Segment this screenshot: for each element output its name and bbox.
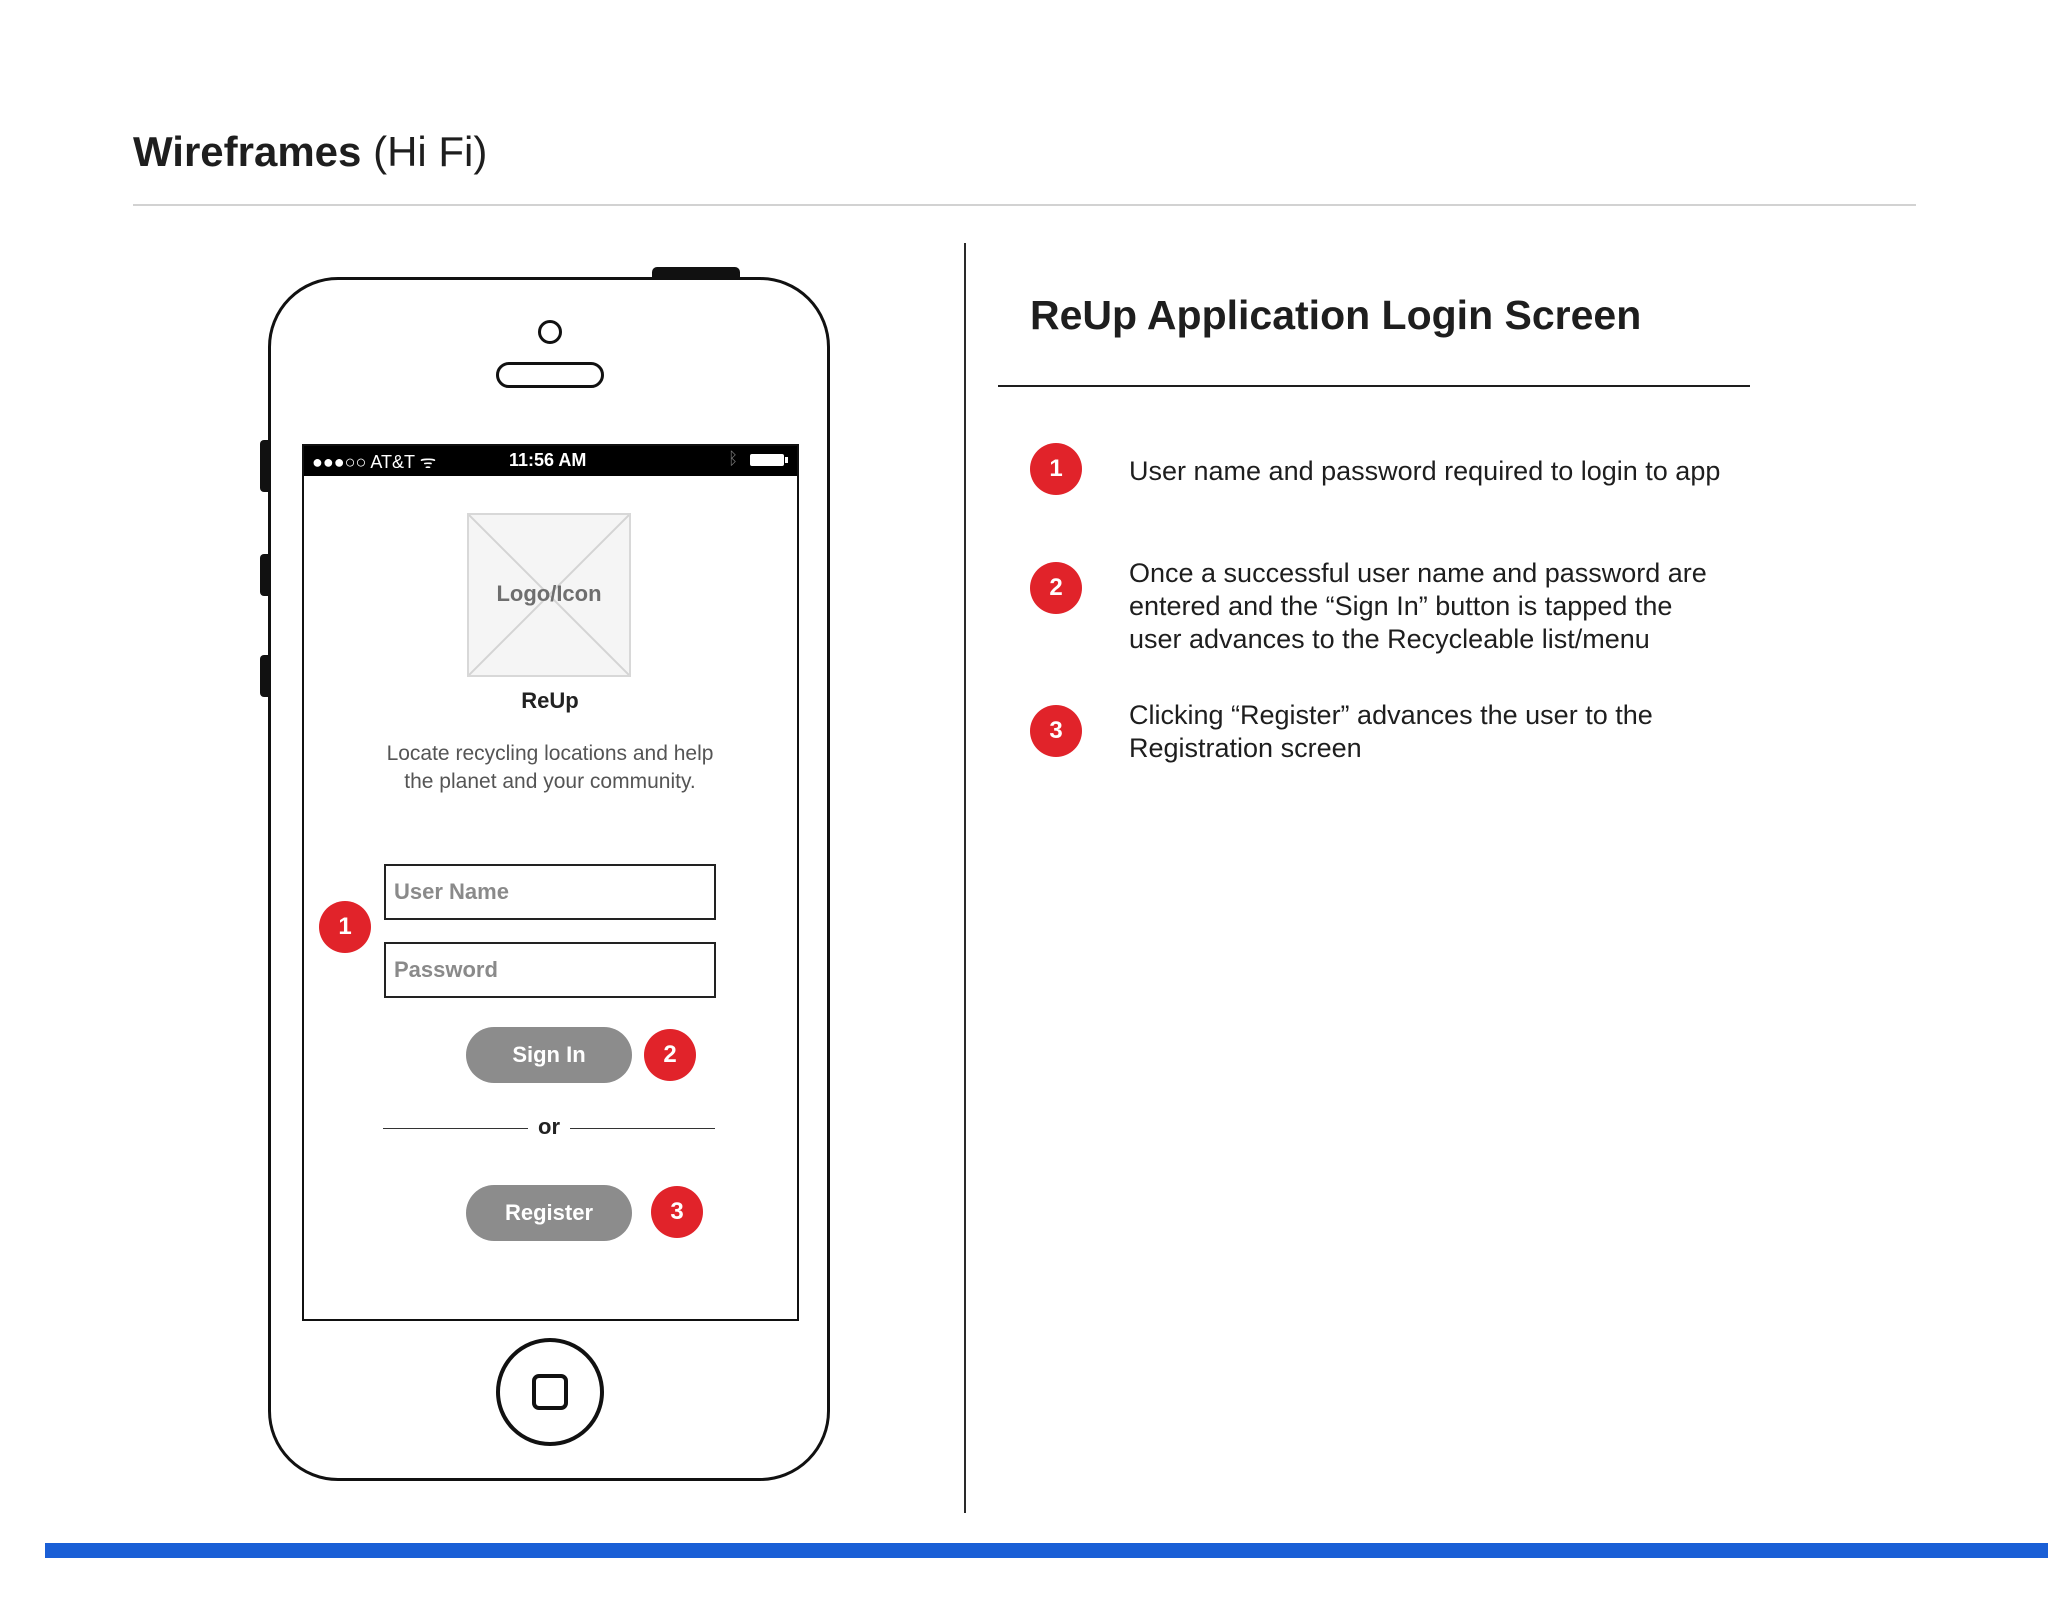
or-label: or (538, 1114, 560, 1139)
speaker-grille-icon (496, 362, 604, 388)
battery-icon (750, 454, 784, 466)
note-text-1: User name and password required to login to app (1129, 456, 1721, 486)
page-title (133, 128, 487, 176)
or-divider-left (383, 1128, 528, 1129)
note-badge-2: 2 (1030, 562, 1082, 614)
app-name: ReUp (521, 688, 579, 713)
status-time: 11:56 AM (509, 450, 587, 470)
logo-placeholder-label: Logo/Icon (496, 581, 602, 606)
bluetooth-icon: ᛒ (728, 449, 739, 468)
page-title-bold: Wireframes (133, 128, 362, 175)
annotation-title: ReUp Application Login Screen (1030, 292, 1642, 338)
tagline-line: Locate recycling locations and help (386, 742, 714, 765)
front-camera-icon (538, 320, 562, 344)
status-bar (304, 446, 797, 476)
register-button[interactable]: Register (466, 1185, 632, 1241)
username-field[interactable] (384, 864, 716, 920)
sign-in-button[interactable]: Sign In (466, 1027, 632, 1083)
tagline-line: the planet and your community. (404, 770, 696, 793)
callout-badge-1: 1 (319, 901, 371, 953)
password-field[interactable] (384, 942, 716, 998)
note-text-2: Once a successful user name and password are entered and the “Sign In” button is tapped the user advances to the Recycleable list/menu (1129, 558, 1707, 654)
or-divider-right (570, 1128, 715, 1129)
bottom-accent-bar (45, 1543, 2048, 1558)
status-carrier: ●●●○○ AT&T ᯤ (312, 452, 437, 472)
page-title-light: (Hi Fi) (373, 128, 488, 175)
callout-badge-3: 3 (651, 1186, 703, 1238)
annotation-divider (998, 385, 1750, 387)
callout-badge-2: 2 (644, 1029, 696, 1081)
app-tagline (340, 740, 760, 796)
home-square-icon (532, 1374, 568, 1410)
note-badge-1: 1 (1030, 443, 1082, 495)
header-divider (133, 204, 1916, 206)
note-text-3: Clicking “Register” advances the user to the Registration screen (1129, 700, 1653, 763)
logo-placeholder (467, 513, 631, 677)
vertical-divider (964, 243, 966, 1513)
note-badge-3: 3 (1030, 705, 1082, 757)
